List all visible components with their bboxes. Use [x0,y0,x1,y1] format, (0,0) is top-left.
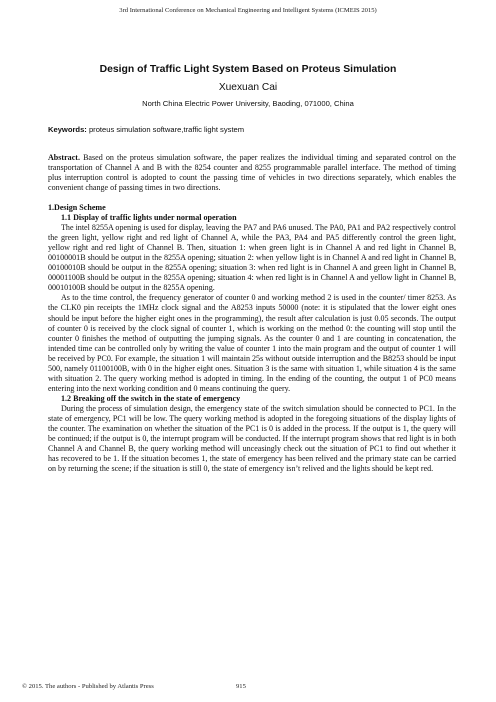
subsection-heading: 1.2 Breaking off the switch in the state of emergency [61,393,241,403]
conference-header: 3rd International Conference on Mechanical Engineering and Intelligent Systems (ICMEIS 2015) [119,7,377,14]
keywords-label: Keywords: [48,125,87,134]
paper-title: Design of Traffic Light System Based on Proteus Simulation [99,64,397,75]
subsection-heading: 1.1 Display of traffic lights under normal operation [61,213,237,223]
keywords-text: proteus simulation software,traffic light system [86,125,245,134]
main-text [48,203,456,474]
affiliation: North China Electric Power University, Baoding, 071000, China [142,99,354,108]
page-number: 915 [236,683,246,690]
paragraph: The intel 8255A opening is used for display, leaving the PA7 and PA6 unused. The PA0, PA1 and PA2 respectively control the green light, yellow right and red light of Channel A, while the PA3, PA4 and PA5 differently control the green light, yellow right and red light of Channel B. Then, situation 1: when green light is in Channel A and red light in Channel B, 00100001B should be output in the 8255A opening; situation 2: when yellow light is in Channel A and red light in Channel B, 00100010B should be output in the 8255A opening; situation 3: when red light is in Channel A and green light in Channel B, 00001100B should be output in the 8255A opening; situation 4: when red light is in Channel A and yellow light in Channel B, 00010100B should be output in the 8255A opening. [48,223,456,293]
abstract [48,153,456,193]
section-heading: 1.Design Scheme [48,203,106,212]
copyright-notice: © 2015. The authors - Published by Atlantis Press [22,683,154,690]
abstract-label: Abstract. [48,153,80,162]
abstract-text: Based on the proteus simulation software, the paper realizes the individual timing and separated control on the transportation of Channel A and B with the 8254 counter and 8255 programmable parallel interface. The method of timing plus interruption control is adopted to count the passing time of vehicles in two directions separately, which enables the convenient change of passing times in two directions. [48,153,456,193]
paragraph: During the process of simulation design, the emergency state of the switch simulation should be connected to PC1. In the state of emergency, PC1 will be low. The query working method is adopted in the foregoing situations of the display lights of the counter. The examination on whether the situation of the PC1 is 0 is added in the process. If the output is 1, the query will be continued; if the output is 0, the interrupt program will be conducted. If the interrupt program shows that red light is in both Channel A and Channel B, the query working method will unceasingly check out the situation of PC1 to find out whether it has recovered to be 1. If the situation becomes 1, the state of emergency has been relived and the primary state can be carried on by returning the scene; if the situation is still 0, the state of emergency isn’t relived and the lights should be kept red. [48,403,456,474]
keywords [48,125,458,134]
paragraph: As to the time control, the frequency generator of counter 0 and working method 2 is used in the counter/ timer 8253. As the CLK0 pin receipts the 1MHz clock signal and the A8253 inputs 50000 (note: it is stipulated that the lower eight ones should be input before the higher eight ones in the programming), the result after calculation is just 0.05 seconds. The output of counter 0 is received by the clock signal of counter 1, which is working on the method 0: the counting will stop until the counter 0 finishes the method of outputting the jumping signals. As the counter 0 and 1 are counting in concatenation, the intended time can be controlled only by writing the value of counter 1 into the main program and the output of counter 1 will be received by PC0. For example, the situation 1 will maintain 25s without outside interruption and the B8253 should be input 500, namely 01100100B, with 0 in the higher eight ones. Situation 3 is the same with situation 1, while situation 4 is the same with situation 2. The query working method is adopted in timing. In the ending of the counting, the output 1 of PC0 means entering into the next working condition and 0 means continuing the query. [48,293,456,393]
author-name: Xuexuan Cai [218,82,278,93]
